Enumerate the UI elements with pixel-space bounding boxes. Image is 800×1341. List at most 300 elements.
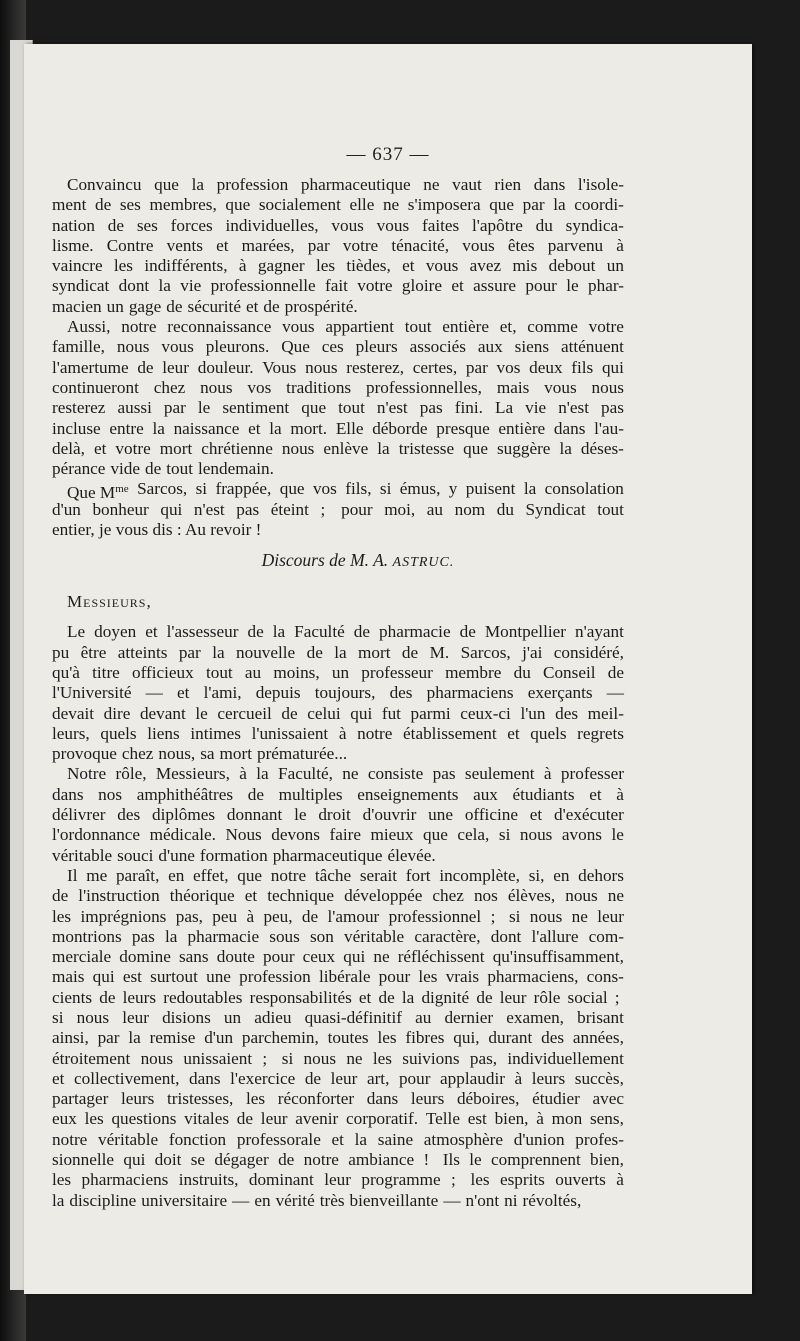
- word: ses: [136, 215, 158, 235]
- word: de: [353, 622, 370, 642]
- text-line: [52, 439, 624, 459]
- word: qui: [343, 947, 366, 967]
- text-line: [52, 1069, 624, 1089]
- word: à: [238, 256, 247, 276]
- word: Faculté: [294, 622, 345, 642]
- word: du: [535, 215, 553, 235]
- word: leurs: [120, 1089, 155, 1109]
- word: de: [306, 642, 323, 662]
- word: frappée,: [215, 479, 272, 499]
- word: programme: [361, 1170, 441, 1190]
- word: de: [94, 195, 112, 215]
- word: nous: [200, 377, 233, 397]
- word: si: [379, 479, 392, 499]
- word: et: [245, 296, 259, 316]
- word: faire: [329, 825, 361, 845]
- word: de: [281, 703, 298, 723]
- word: ceux: [302, 947, 336, 967]
- word: tout: [205, 662, 233, 682]
- word: vous: [376, 215, 410, 235]
- word: d'union: [513, 1129, 565, 1149]
- word: n'est: [193, 499, 225, 519]
- word: presque: [436, 418, 490, 438]
- word: sans: [178, 947, 209, 967]
- word: ;: [614, 987, 624, 1007]
- word: n'est: [376, 398, 408, 418]
- word: lisme.: [52, 235, 94, 255]
- word: si: [508, 906, 521, 926]
- word: considéré,: [553, 642, 624, 662]
- word: que: [489, 195, 515, 215]
- word: la: [52, 1190, 65, 1210]
- text-line: [52, 317, 624, 337]
- word: par: [163, 398, 186, 418]
- word: chez: [121, 744, 154, 764]
- word: si,: [528, 865, 545, 885]
- word: son: [309, 926, 334, 946]
- text-line: [52, 419, 624, 439]
- word: merciale: [52, 947, 112, 967]
- word: être: [80, 642, 107, 662]
- word: de: [304, 1068, 322, 1088]
- word: nous: [281, 438, 315, 458]
- word: moi,: [384, 499, 416, 519]
- word: cons-: [586, 967, 624, 987]
- word: n'ayant: [575, 622, 624, 642]
- word: vrais: [445, 967, 480, 987]
- word: fut: [381, 703, 401, 723]
- word: atteints: [117, 642, 168, 662]
- word: resterez,: [346, 357, 405, 377]
- word: la: [164, 926, 178, 946]
- word: l'instruction: [78, 886, 160, 906]
- word: de: [247, 622, 264, 642]
- word: mort: [358, 642, 391, 662]
- word: La: [494, 398, 514, 418]
- word: pharmaceutique: [272, 845, 383, 865]
- word: nom: [454, 499, 486, 519]
- word: Aussi,: [67, 317, 111, 337]
- word: les: [372, 1048, 392, 1068]
- text-line: entier, je vous dis : Au revoir !: [52, 520, 262, 540]
- word: mis: [512, 256, 538, 276]
- word: de: [52, 886, 69, 906]
- word: la: [152, 418, 165, 438]
- word: années,: [572, 1028, 624, 1048]
- word: individuellement: [507, 1048, 624, 1068]
- word: quels: [100, 723, 137, 743]
- word: —: [443, 1190, 461, 1210]
- word: à: [616, 784, 624, 804]
- word: à: [514, 1068, 523, 1088]
- word: assure: [473, 276, 517, 296]
- word: pas,: [469, 1048, 498, 1068]
- word: officieux: [132, 662, 194, 682]
- word: Que: [281, 337, 310, 357]
- word: est: [122, 967, 142, 987]
- word: que: [279, 479, 305, 499]
- word: socialement: [258, 195, 341, 215]
- word: devait: [52, 703, 94, 723]
- word: à: [536, 1109, 544, 1129]
- word: prématurée...: [256, 744, 348, 764]
- word: professer: [560, 764, 624, 784]
- word: au: [415, 1007, 432, 1027]
- word: fort: [405, 865, 431, 885]
- word: elle: [349, 195, 375, 215]
- word: vous: [462, 235, 495, 255]
- paragraph-tribute-syndicalism: [52, 175, 624, 317]
- word: au: [244, 662, 262, 682]
- word: leurs: [410, 1089, 445, 1109]
- word: une: [428, 805, 453, 825]
- word: en: [254, 1190, 271, 1210]
- word: traditions: [286, 377, 352, 397]
- word: consiste: [367, 764, 424, 784]
- word: étroitement: [52, 1048, 131, 1068]
- word: profession: [216, 175, 289, 194]
- word: est: [467, 1109, 487, 1129]
- speech-heading: Discours de M. A. ASTRUC.: [261, 550, 455, 571]
- word: vous: [282, 317, 315, 337]
- word: révoltés,: [522, 1190, 582, 1210]
- word: meil-: [587, 703, 624, 723]
- word: élèves,: [507, 886, 556, 906]
- word: l'ami,: [203, 683, 242, 703]
- word: enlève: [323, 438, 369, 458]
- text-line: [52, 1150, 624, 1170]
- word: droit: [318, 805, 351, 825]
- word: suivions: [402, 1048, 460, 1068]
- word: —: [606, 683, 624, 703]
- word: l'assesseur: [166, 622, 239, 642]
- word: mais: [496, 377, 530, 397]
- word: tout: [597, 499, 624, 519]
- word: associés: [409, 337, 466, 357]
- word: l'exercice: [230, 1068, 296, 1088]
- word: toutes: [327, 1028, 369, 1048]
- word: si: [281, 1048, 294, 1068]
- word: sentiment: [222, 398, 290, 418]
- word: en: [553, 865, 570, 885]
- text-line: [52, 500, 624, 520]
- word: de: [107, 215, 125, 235]
- word: que: [237, 865, 263, 885]
- word: Notre: [67, 764, 107, 784]
- word: de: [401, 642, 419, 662]
- word: disions: [162, 1007, 211, 1027]
- word: multiples: [278, 784, 343, 804]
- word: appartient: [325, 317, 395, 337]
- word: à: [616, 235, 624, 255]
- word: Contre: [106, 235, 154, 255]
- word: certes,: [412, 357, 458, 377]
- word: applaudir: [440, 1068, 505, 1088]
- word: qu'à: [52, 662, 80, 682]
- text-line: [52, 907, 624, 927]
- word: que: [225, 195, 251, 215]
- word: la: [354, 1129, 368, 1149]
- word: si: [195, 479, 208, 499]
- word: durant: [488, 1028, 533, 1048]
- word: Ils: [442, 1150, 460, 1170]
- word: leur: [330, 1068, 358, 1088]
- word: notre: [303, 1150, 339, 1170]
- word: êtes: [507, 235, 535, 255]
- text-line: [52, 764, 624, 784]
- text-line: [52, 1170, 624, 1190]
- word: se: [190, 1150, 206, 1170]
- word: à: [239, 764, 247, 784]
- word: ment: [52, 195, 87, 215]
- word: bien,: [494, 1109, 529, 1129]
- word: amphithéâtres: [136, 784, 234, 804]
- word: aux: [477, 337, 503, 357]
- word: et: [507, 723, 520, 743]
- word: devant: [139, 703, 186, 723]
- word: les: [418, 967, 438, 987]
- word: vents: [166, 235, 203, 255]
- word: profession: [239, 967, 311, 987]
- word: aussi: [117, 398, 152, 418]
- word: effet,: [193, 865, 229, 885]
- word: mais: [52, 967, 85, 987]
- word: la: [191, 175, 204, 194]
- word: indifférents,: [144, 256, 228, 276]
- word: nos: [473, 886, 498, 906]
- word: rôle: [533, 987, 561, 1007]
- word: chez: [432, 886, 464, 906]
- word: ni: [504, 1190, 518, 1210]
- word: un: [223, 1007, 242, 1027]
- word: le: [195, 703, 208, 723]
- line-start: Que $M^{me}$: [67, 483, 129, 503]
- text-line: [52, 378, 624, 398]
- word: nos: [98, 784, 123, 804]
- text-line: [52, 1028, 624, 1048]
- word: avons: [561, 825, 602, 845]
- word: à: [543, 764, 552, 784]
- word: par: [307, 235, 330, 255]
- word: la: [523, 479, 537, 499]
- word: tout: [166, 459, 194, 479]
- word: lendemain.: [198, 459, 274, 479]
- paragraph-tache: [52, 866, 624, 1211]
- text-line: [52, 866, 624, 886]
- word: depuis: [255, 683, 301, 703]
- word: liens: [147, 723, 180, 743]
- word: qui,: [453, 1028, 480, 1048]
- word: chrétienne: [201, 438, 273, 458]
- word: quels: [530, 723, 567, 743]
- text-line: [52, 805, 624, 825]
- word: ainsi,: [52, 1028, 89, 1048]
- word: nation: [52, 215, 95, 235]
- word: peu: [212, 906, 238, 926]
- word: avez: [469, 256, 502, 276]
- word: tristesse: [398, 438, 455, 458]
- word: famille,: [52, 337, 105, 357]
- text-line: [52, 1049, 624, 1069]
- word: n'ont: [465, 1190, 500, 1210]
- text-line: [52, 886, 624, 906]
- word: développée: [344, 886, 423, 906]
- word: profes-: [575, 1129, 624, 1149]
- word: les: [315, 256, 336, 276]
- text-line: [52, 337, 624, 357]
- word: pharmaceutique: [300, 175, 411, 194]
- word: eux: [52, 1109, 77, 1129]
- word: de: [301, 906, 319, 926]
- word: pour: [398, 1068, 431, 1088]
- word: de: [476, 987, 493, 1007]
- word: partager: [52, 1089, 109, 1109]
- word: les: [470, 1170, 490, 1190]
- word: nous: [565, 886, 598, 906]
- word: du: [513, 662, 531, 682]
- text-line: [52, 1089, 624, 1109]
- word: ne: [571, 906, 588, 926]
- word: faites: [421, 215, 460, 235]
- word: ambiance: [348, 1150, 415, 1170]
- text-line: [52, 825, 624, 845]
- word: et: [589, 784, 602, 804]
- word: vous: [544, 377, 577, 397]
- word: les: [52, 906, 72, 926]
- word: cercueil: [217, 703, 272, 723]
- word: et: [402, 256, 415, 276]
- word: Elle: [335, 418, 364, 438]
- word: remise: [149, 1028, 196, 1048]
- word: redoutables: [163, 987, 243, 1007]
- word: y: [448, 479, 458, 499]
- word: la: [158, 276, 171, 296]
- word: une: [206, 967, 231, 987]
- word: forces: [170, 215, 213, 235]
- word: quasi-définitif: [304, 1007, 402, 1027]
- word: brisant: [577, 1007, 624, 1027]
- word: professorale: [236, 1129, 321, 1149]
- word: titre: [92, 662, 120, 682]
- word: l'ordonnance: [52, 825, 141, 845]
- word: adieu: [254, 1007, 292, 1027]
- word: de: [278, 1150, 295, 1170]
- word: doute: [216, 947, 255, 967]
- word: leurs,: [52, 723, 90, 743]
- text-line: [52, 175, 624, 195]
- word: sens,: [589, 1109, 624, 1129]
- word: celui: [307, 703, 341, 723]
- page-text: [52, 175, 624, 1211]
- word: ;: [262, 1048, 272, 1068]
- word: ne: [382, 195, 400, 215]
- word: art,: [366, 1068, 390, 1088]
- word: vous: [161, 337, 194, 357]
- word: fils: [571, 357, 594, 377]
- word: sionnelle: [52, 1150, 115, 1170]
- text-line: [52, 704, 624, 724]
- word: pas: [432, 764, 456, 784]
- text-line: [52, 724, 624, 744]
- word: succès,: [574, 1068, 624, 1088]
- word: incluse: [52, 418, 101, 438]
- word: Le: [67, 622, 86, 642]
- word: libérale: [318, 967, 371, 987]
- word: nous: [116, 337, 150, 357]
- word: dernier: [444, 1007, 494, 1027]
- word: par: [97, 1028, 120, 1048]
- word: ;: [490, 906, 500, 926]
- word: professeur: [361, 662, 433, 682]
- word: vos: [496, 357, 521, 377]
- text-line: [52, 398, 624, 418]
- word: fibres: [405, 1028, 445, 1048]
- word: tristesses,: [167, 1089, 234, 1109]
- word: bien,: [590, 1150, 624, 1170]
- word: ne: [373, 947, 390, 967]
- word: social: [567, 987, 608, 1007]
- word: continueront: [52, 377, 139, 397]
- word: Convaincu: [67, 175, 142, 194]
- text-line: [52, 744, 624, 764]
- word: imprégnions: [80, 906, 167, 926]
- word: fini.: [454, 398, 483, 418]
- word: les: [52, 1170, 72, 1190]
- word: vaincre: [52, 256, 103, 276]
- word: entière: [442, 317, 490, 337]
- word: dignité: [421, 987, 470, 1007]
- text-line: [52, 1130, 624, 1150]
- word: ;: [320, 499, 330, 519]
- word: s'imposera: [407, 195, 481, 215]
- word: la: [212, 642, 225, 662]
- word: déses-: [580, 438, 624, 458]
- word: les: [84, 1109, 104, 1129]
- word: qui: [601, 357, 624, 377]
- word: provoque: [52, 744, 117, 764]
- word: très: [319, 1190, 345, 1210]
- word: des: [117, 805, 141, 825]
- word: de: [263, 296, 280, 316]
- word: entière: [498, 418, 546, 438]
- word: de: [99, 987, 116, 1007]
- word: regrets: [577, 723, 624, 743]
- text-line: [52, 216, 624, 236]
- word: doit: [154, 1150, 182, 1170]
- word: et,: [499, 317, 517, 337]
- word: en: [168, 865, 185, 885]
- word: des: [541, 1028, 565, 1048]
- word: notre: [270, 865, 307, 885]
- word: consolation: [544, 479, 624, 499]
- word: un: [606, 256, 624, 276]
- word: vaut: [452, 175, 482, 194]
- word: Nous: [225, 825, 262, 845]
- word: leurs: [122, 987, 157, 1007]
- word: l'amertume: [52, 357, 129, 377]
- word: délivrer: [52, 805, 106, 825]
- word: pour: [525, 276, 557, 296]
- word: atténuent: [560, 337, 624, 357]
- word: par: [178, 642, 201, 662]
- word: le: [294, 805, 307, 825]
- word: donnant: [226, 805, 283, 825]
- word: de: [137, 357, 154, 377]
- word: le: [197, 398, 211, 418]
- word: de: [247, 784, 264, 804]
- word: notre: [121, 317, 157, 337]
- word: questions: [111, 1109, 177, 1129]
